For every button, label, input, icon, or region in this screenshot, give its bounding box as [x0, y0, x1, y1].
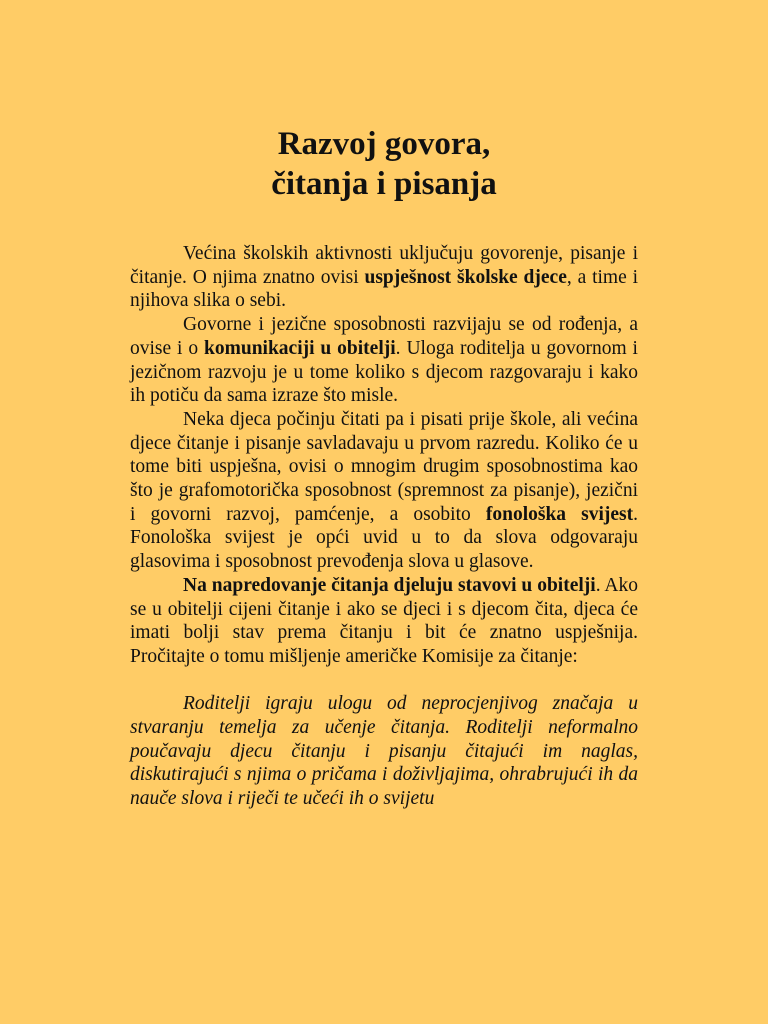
paragraph-3 [130, 408, 638, 574]
paragraph-text: Većina školskih aktivnosti uključuju govorenje, pisanje i čitanje. O njima znatno ovisi [130, 243, 638, 288]
document-body [130, 242, 638, 669]
quote-paragraph: Roditelji igraju ulogu od neprocjenjivog značaja u stvaranju temelja za učenje čitanja. Roditelji neformalno poučavaju djecu čitanju i pisanju čitajući im naglas, diskutirajući s njima o pričama i doživljajima, ohrabrujući ih da nauče slova i riječi te učeći ih o svijetu [130, 693, 638, 810]
paragraph-text: . Fonološka svijest je opći uvid u to da slova odgovaraju glasovima i sposobnost prevođenja slova u glasove. [130, 503, 638, 573]
title-line-1: Razvoj govora, [277, 126, 491, 162]
paragraph-text: , a time i njihova slika o sebi. [130, 266, 639, 312]
paragraph-text: . Ako se u obitelji cijeni čitanje i ako se djeci i s djecom čita, djeca će imati bolji stav prema čitanju i bit će znatno uspješnija. Pročitajte o tomu mišljenje američke Komisije za čitanje: [130, 574, 638, 667]
bold-phrase: fonološka svijest [485, 503, 634, 525]
bold-phrase: Na napredovanje čitanja djeluju stavovi u obitelji [183, 574, 596, 596]
document-title [130, 0, 638, 204]
paragraph-4 [130, 574, 638, 669]
bold-phrase: uspješnost školske djece [364, 266, 567, 288]
paragraph-1 [130, 242, 638, 313]
paragraph-2 [130, 313, 638, 408]
paragraph-text: Neka djeca počinju čitati pa i pisati prije škole, ali većina djece čitanje i pisanje savladavaju u prvom razredu. Koliko će u tome biti uspješna, ovisi o mnogim drugim sposobnostima kao što je grafomotorička sposobnost (spremnost za pisanje), jezični i govorni razvoj, pamćenje, a osobito [130, 408, 638, 525]
paragraph-text: . Uloga roditelja u govornom i jezičnom razvoju je u tome koliko s djecom razgovaraju i kako ih potiču da sama izraze što misle. [130, 337, 638, 407]
bold-phrase: komunikaciji u obitelji [204, 337, 396, 359]
title-line-2: čitanja i pisanja [271, 166, 497, 202]
paragraph-text: Govorne i jezične sposobnosti razvijaju se od rođenja, a ovise i o [130, 314, 638, 359]
